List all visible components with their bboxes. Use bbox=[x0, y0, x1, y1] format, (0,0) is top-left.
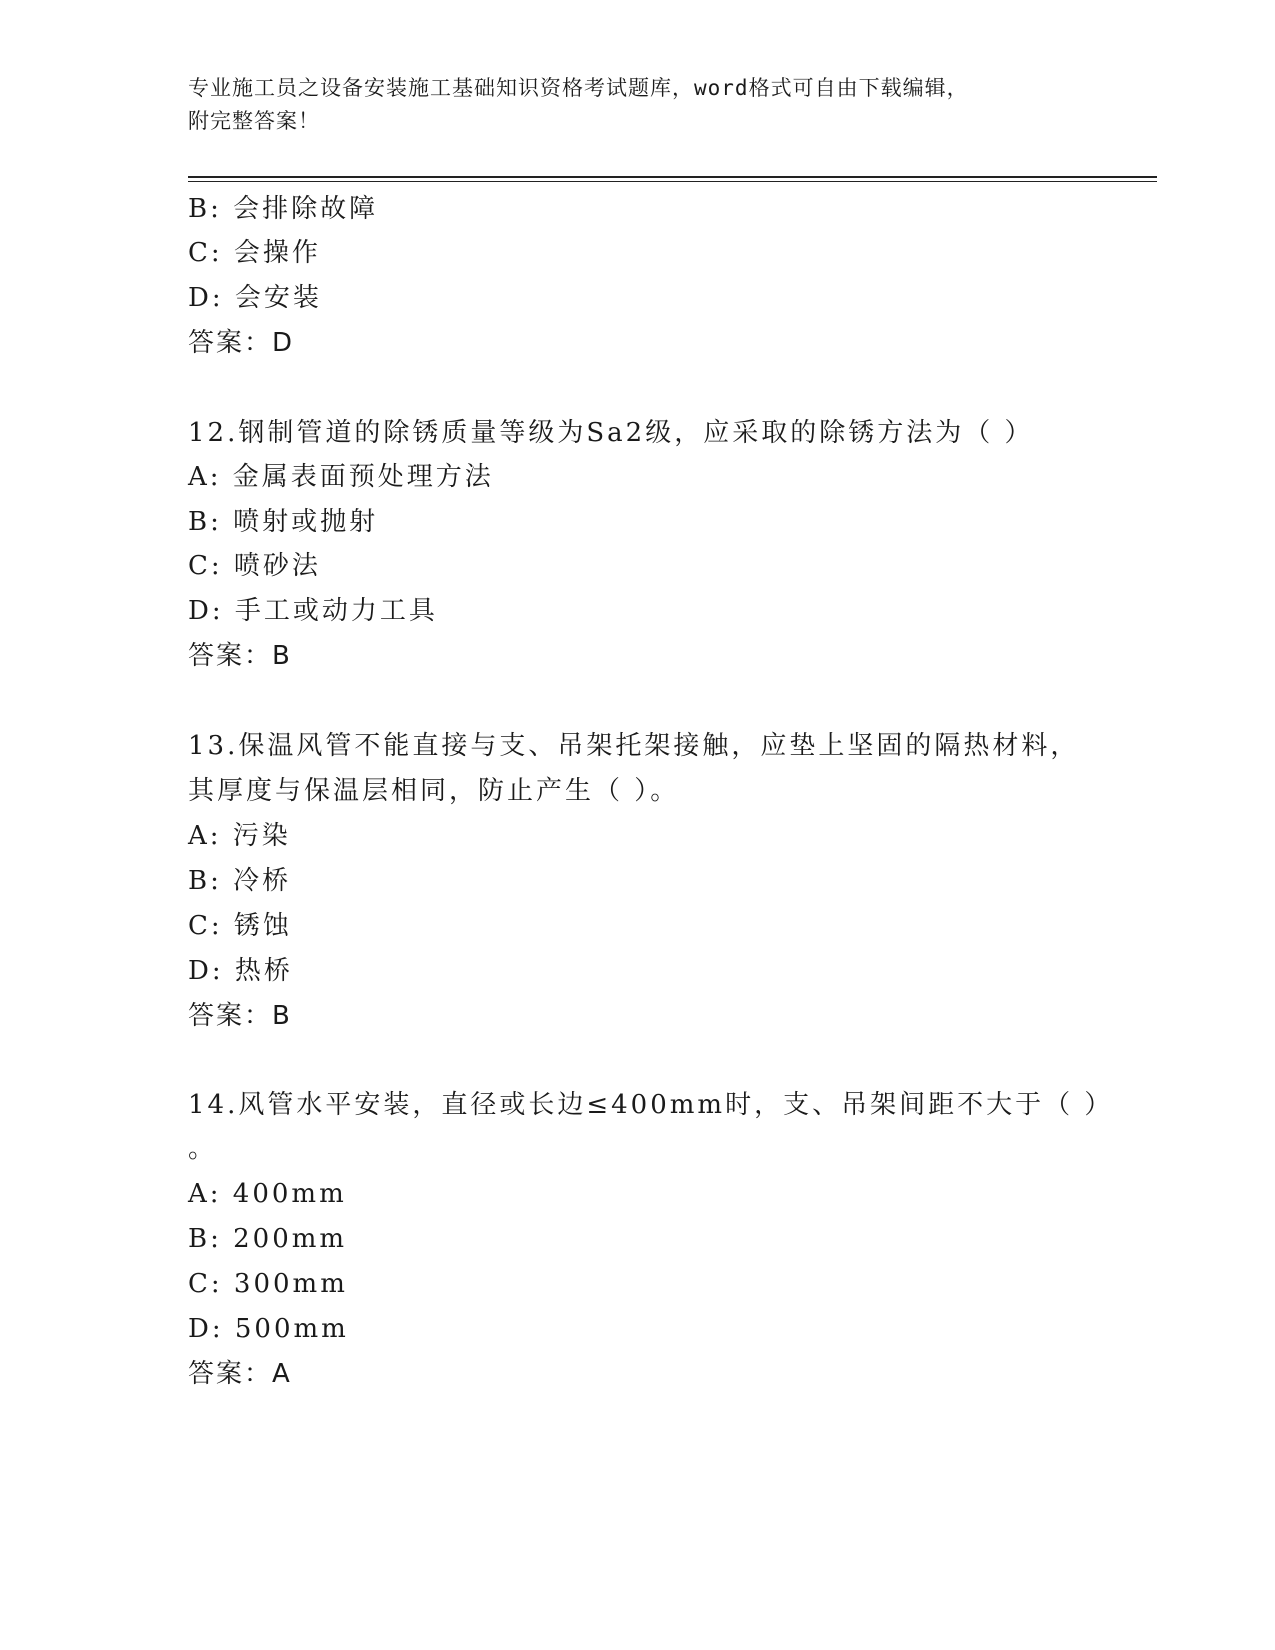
q13-stem-line-2: 其厚度与保温层相同，防止产生（ ）。 bbox=[188, 776, 680, 806]
q12-option-b: B: 喷射或抛射 bbox=[188, 507, 379, 537]
q11-option-c: C: 会操作 bbox=[188, 238, 321, 268]
q13-answer: 答案：B bbox=[188, 1001, 292, 1031]
header-divider-bottom bbox=[188, 181, 1157, 182]
q14-option-a: A: 400mm bbox=[188, 1179, 347, 1209]
header-line-1: 专业施工员之设备安装施工基础知识资格考试题库，word格式可自由下载编辑， bbox=[188, 76, 969, 100]
q11-option-d: D: 会安装 bbox=[188, 283, 322, 313]
q11-option-b: B: 会排除故障 bbox=[188, 194, 379, 224]
q13-option-b: B: 冷桥 bbox=[188, 866, 292, 896]
header-line-2: 附完整答案！ bbox=[188, 109, 320, 133]
q13-option-d: D: 热桥 bbox=[188, 956, 293, 986]
header-divider-top bbox=[188, 176, 1157, 178]
q12-answer: 答案：B bbox=[188, 641, 292, 671]
document-header bbox=[188, 72, 1088, 138]
q14-option-b: B: 200mm bbox=[188, 1224, 348, 1254]
q12-option-d: D: 手工或动力工具 bbox=[188, 596, 438, 626]
q12-option-c: C: 喷砂法 bbox=[188, 551, 321, 581]
q13-option-a: A: 污染 bbox=[188, 821, 291, 851]
q14-stem-line-1: 14.风管水平安装，直径或长边≤400mm时，支、吊架间距不大于（ ） bbox=[188, 1090, 1114, 1120]
q14-option-d: D: 500mm bbox=[188, 1314, 349, 1344]
q13-option-c: C: 锈蚀 bbox=[188, 911, 292, 941]
q14-stem-line-2: 。 bbox=[188, 1134, 218, 1164]
q11-answer: 答案：D bbox=[188, 328, 295, 358]
q12-option-a: A: 金属表面预处理方法 bbox=[188, 462, 494, 492]
q12-stem: 12.钢制管道的除锈质量等级为Sa2级，应采取的除锈方法为（ ） bbox=[188, 418, 1034, 448]
q13-stem-line-1: 13.保温风管不能直接与支、吊架托架接触，应垫上坚固的隔热材料， bbox=[188, 731, 1080, 761]
q14-option-c: C: 300mm bbox=[188, 1269, 348, 1299]
q14-answer: 答案：A bbox=[188, 1359, 292, 1389]
